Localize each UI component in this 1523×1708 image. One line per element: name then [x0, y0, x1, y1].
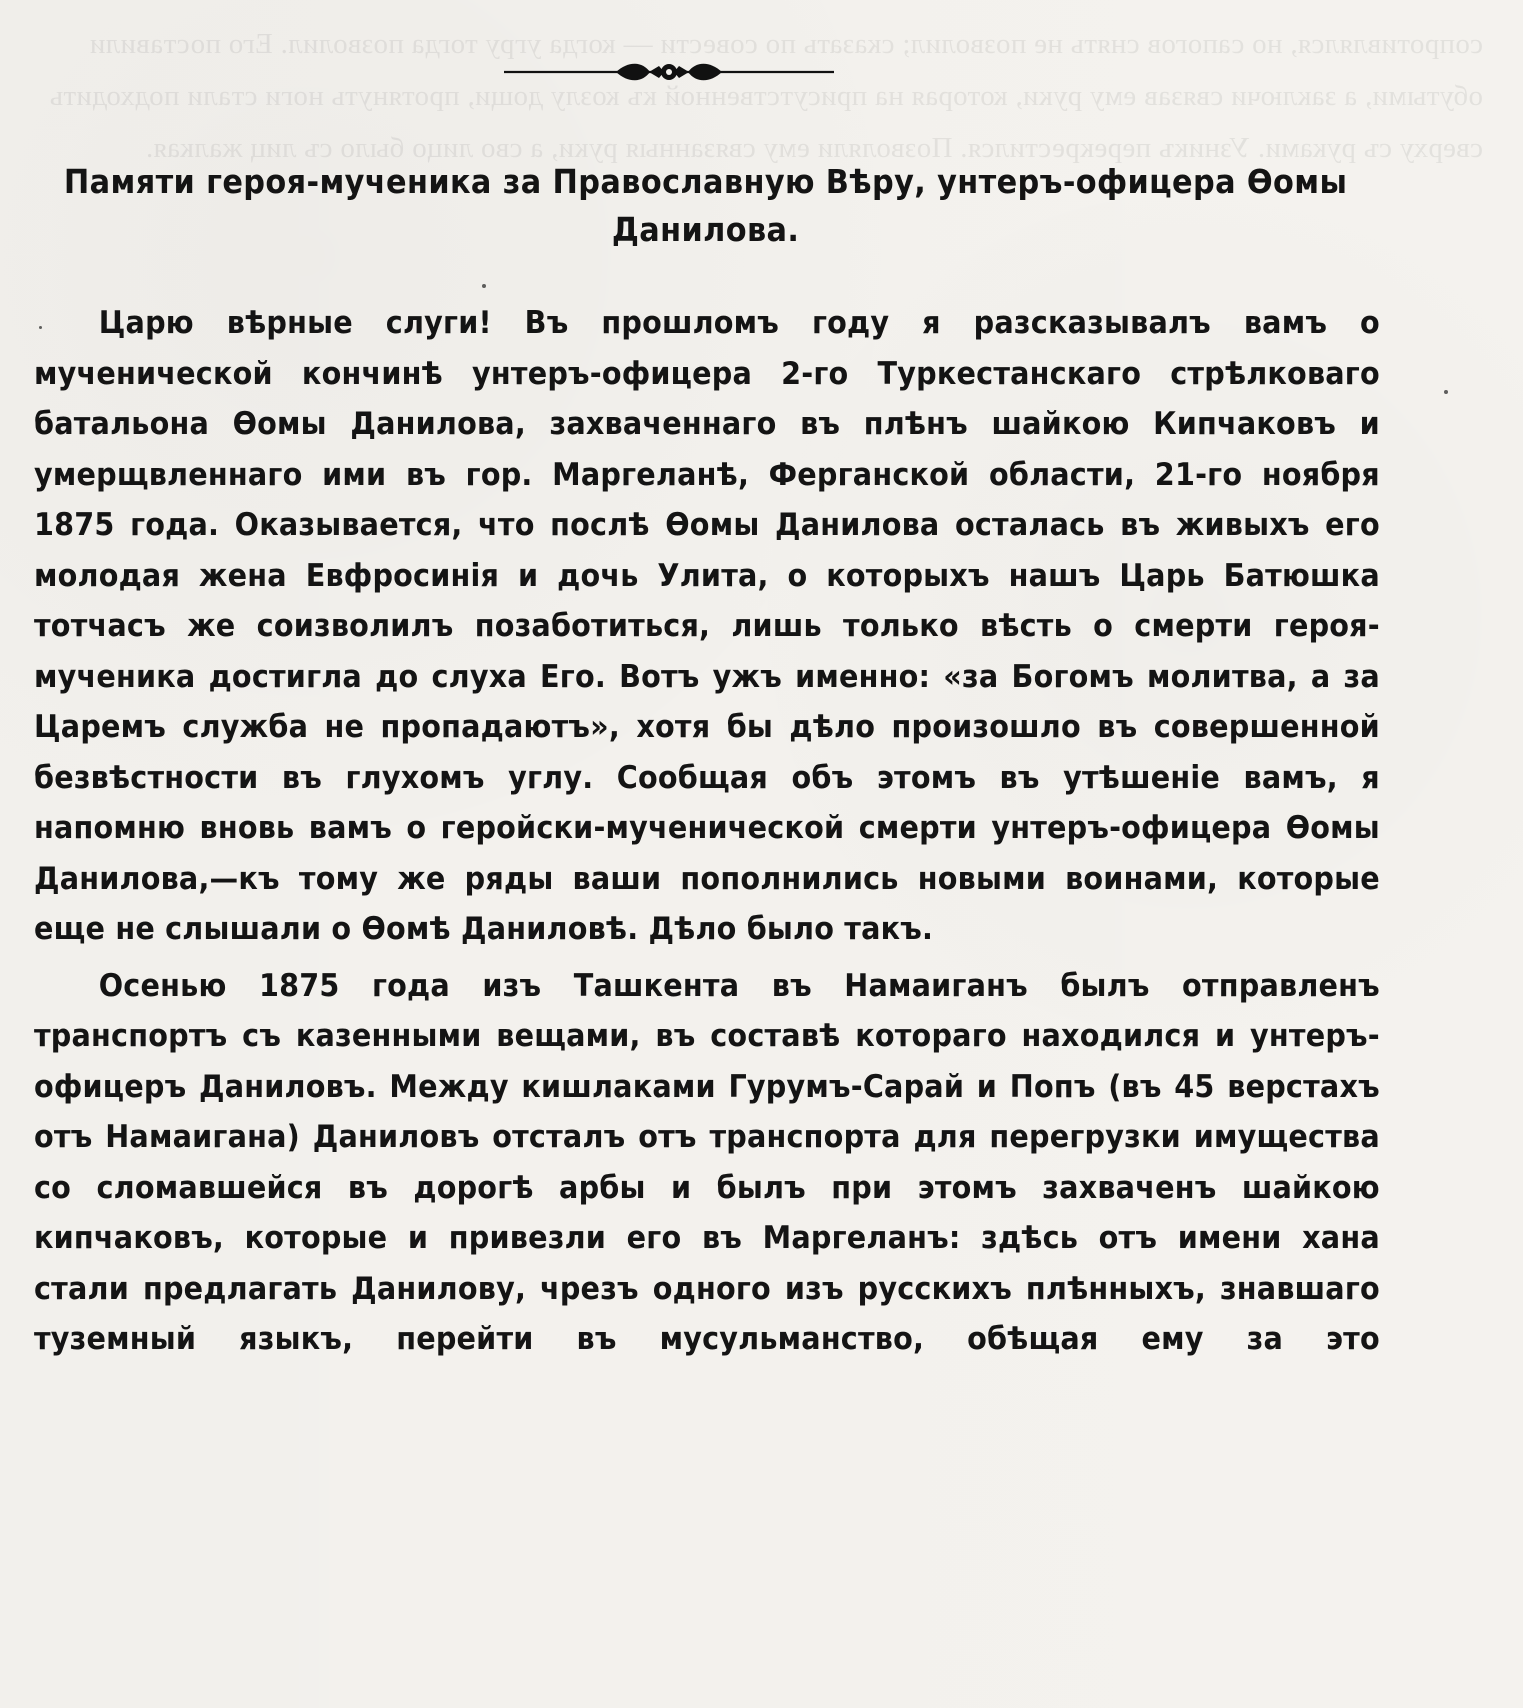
ornamental-rule-icon [504, 60, 834, 84]
ink-spot [39, 326, 42, 329]
ink-spot [1444, 390, 1448, 394]
article-title: Памяти героя-мученика за Православную Вѣру, унтеръ-офицера Ѳомы Данилова. [63, 162, 1348, 249]
paragraph-1: Царю вѣрные слуги! Въ прошломъ году я разсказывалъ вамъ о мученической кончинѣ унтеръ-офицера 2-го Туркестанскаго стрѣлковаго батальона Ѳомы Данилова, захваченнаго въ плѣнъ шайкою Кипчаковъ и умерщвленнаго ими въ гор. Маргеланѣ, Ферганской области, 21-го ноября 1875 года. Оказывается, что послѣ Ѳомы Данилова осталась въ живыхъ его молодая жена Евфросинія и дочь Улита, о которыхъ нашъ Царь Батюшка тотчасъ же соизволилъ позаботиться, лишь только вѣсть о смерти героя-мученика достигла до слуха Его. Вотъ ужъ именно: «за Богомъ молитва, а за Царемъ служба не пропадаютъ», хотя бы дѣло произошло въ совершенной безвѣстности въ глухомъ углу. Сообщая объ этомъ въ утѣшеніе вамъ, я напомню вновь вамъ о геройски-мученической смерти унтеръ-офицера Ѳомы Данилова,—къ тому же ряды ваши пополнились новыми воинами, которые еще не слышали о Ѳомѣ Даниловѣ. Дѣло было такъ. [34, 305, 1380, 947]
ink-spot [482, 284, 486, 288]
bleed-through-text: сопротивлялся, но сапогов снять не позволил; сказать по совести — когда угру тогда позволил. Его поставили обутыми, а заключи связав ему руки, которая на присутственной къ козлу дощи, протянуть ноги стали подходить сверху съ руками. Узникъ перекрестился. Позволяли ему связанныя руки, а сво лицо было съ лиц жалкая. [42, 28, 1483, 164]
article-content [34, 158, 1380, 1365]
paragraph-2: Осенью 1875 года изъ Ташкента въ Намаиганъ былъ отправленъ транспортъ съ казенными вещами, въ составѣ котораго находился и унтеръ-офицеръ Даниловъ. Между кишлаками Гурумъ-Сарай и Попъ (въ 45 верстахъ отъ Намаигана) Даниловъ отсталъ отъ транспорта для перегрузки имущества со сломавшейся въ дорогѣ арбы и былъ при этомъ захваченъ шайкою кипчаковъ, которые и привезли его въ Маргеланъ: здѣсь отъ имени хана стали предлагать Данилову, чрезъ одного изъ русскихъ плѣнныхъ, знавшаго туземный языкъ, перейти въ мусульманство, обѣщая ему за это [34, 967, 1380, 1357]
